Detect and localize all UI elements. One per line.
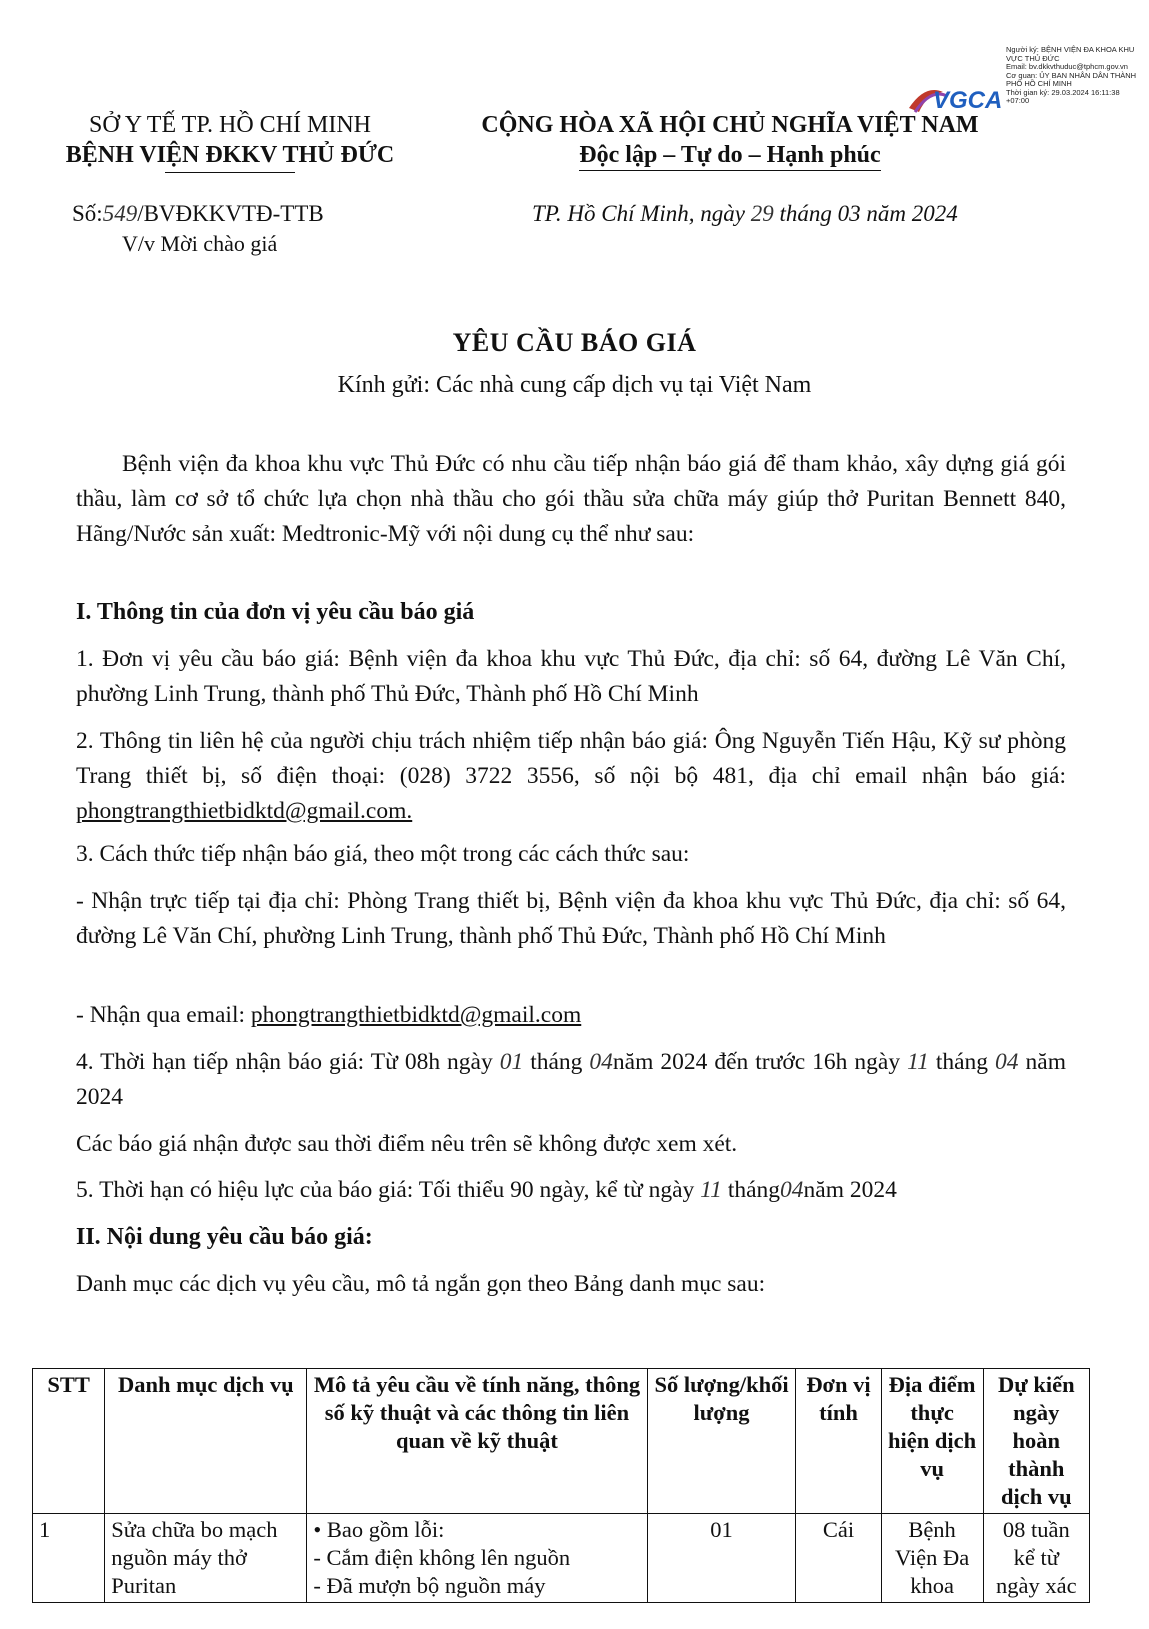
- deadline-text: 4. Thời hạn tiếp nhận báo giá: Từ 08h ngày: [76, 1049, 500, 1075]
- section1-item5: [76, 1173, 1066, 1208]
- section1-item3: 3. Cách thức tiếp nhận báo giá, theo một trong các cách thức sau:: [76, 841, 690, 867]
- deadline-text: năm 2024 đến trước 16h ngày: [612, 1049, 908, 1075]
- cell-quantity: 01: [647, 1514, 796, 1603]
- section2-heading: II. Nội dung yêu cầu báo giá:: [76, 1224, 373, 1250]
- cell-unit: Cái: [796, 1514, 881, 1603]
- document-date: [532, 200, 958, 228]
- document-title: YÊU CẦU BÁO GIÁ: [452, 328, 697, 357]
- section1-item4: [76, 1045, 1066, 1115]
- digital-signature-info: [1006, 46, 1142, 106]
- vgca-logo-text: VGCA: [933, 87, 1003, 114]
- national-motto-block: [430, 110, 1030, 171]
- deadline-end-day: 11: [907, 1049, 929, 1075]
- issuer-hospital: BỆNH VIỆN ĐKKV THỦ ĐỨC: [65, 142, 395, 168]
- col-completion: Dự kiến ngày hoàn thành dịch vụ: [983, 1369, 1089, 1514]
- desc-line: - Đã mượn bộ nguồn máy: [313, 1573, 546, 1598]
- cell-description: [307, 1514, 647, 1603]
- desc-line: - Cắm điện không lên nguồn: [313, 1545, 571, 1570]
- section1-heading: I. Thông tin của đơn vị yêu cầu báo giá: [76, 599, 475, 625]
- cell-location: Bệnh Viện Đa khoa: [881, 1514, 983, 1603]
- section1-item3-direct: - Nhận trực tiếp tại địa chỉ: Phòng Trang thiết bị, Bệnh viện đa khoa khu vực Thủ Đức, địa chỉ: số 64, đường Lê Văn Chí, phường Linh Trung, thành phố Thủ Đức, Thành phố Hồ Chí Minh: [76, 888, 1066, 949]
- signature-line: Email: bv.dkkvthuduc@tphcm.gov.vn: [1006, 62, 1128, 71]
- signature-line: Người ký: BỆNH VIỆN ĐA KHOA KHU VỰC THỦ ĐỨC: [1006, 45, 1135, 63]
- deadline-end-month: 04: [995, 1049, 1019, 1075]
- date-suffix: tháng 03 năm 2024: [779, 201, 958, 226]
- validity-text: tháng: [721, 1177, 781, 1203]
- section1-item1: 1. Đơn vị yêu cầu báo giá: Bệnh viện đa khoa khu vực Thủ Đức, địa chỉ: số 64, đường Lê Văn Chí, phường Linh Trung, thành phố Thủ Đức, Thành phố Hồ Chí Minh: [76, 646, 1066, 707]
- cell-service: Sửa chữa bo mạch nguồn máy thở Puritan: [105, 1514, 307, 1603]
- col-location: Địa điểm thực hiện dịch vụ: [881, 1369, 983, 1514]
- country-name: CỘNG HÒA XÃ HỘI CHỦ NGHĨA VIỆT NAM: [481, 112, 979, 138]
- contact-email-link[interactable]: phongtrangthietbidktd@gmail.com.: [76, 798, 413, 824]
- document-subject: V/v Mời chào giá: [122, 231, 278, 256]
- deadline-start-month: 04: [589, 1049, 613, 1075]
- deadline-text: năm 2024: [76, 1049, 1066, 1110]
- issuer-department: SỞ Y TẾ TP. HỒ CHÍ MINH: [88, 112, 372, 138]
- validity-text: 5. Thời hạn có hiệu lực của báo giá: Tối thiểu 90 ngày, kể từ ngày: [76, 1177, 701, 1203]
- table-header-row: [33, 1369, 1090, 1514]
- date-prefix: TP. Hồ Chí Minh, ngày: [532, 201, 745, 226]
- col-unit: Đơn vị tính: [796, 1369, 881, 1514]
- cell-completion: 08 tuần kể từ ngày xác: [983, 1514, 1089, 1603]
- signature-line: Thời gian ký: 29.03.2024 16:11:38 +07:00: [1006, 87, 1120, 105]
- issuer-block: [30, 110, 430, 173]
- section1-item2: [76, 724, 1066, 829]
- issuer-underline: [165, 172, 295, 173]
- contact-info-text: 2. Thông tin liên hệ của người chịu trách nhiệm tiếp nhận báo giá: Ông Nguyễn Tiến Hậu, Kỹ sư phòng Trang thiết bị, số điện thoại: (028) 3722 3556, số nội bộ 481, địa chỉ email nhận báo giá:: [76, 728, 1066, 789]
- intro-paragraph: Bệnh viện đa khoa khu vực Thủ Đức có nhu cầu tiếp nhận báo giá để tham khảo, xây dựng giá gói thầu, làm cơ sở tổ chức lựa chọn nhà thầu cho gói thầu sửa chữa máy giúp thở Puritan Bennett 840, Hãng/Nước sản xuất: Medtronic-Mỹ với nội dung cụ thể như sau:: [76, 451, 1066, 547]
- cell-stt: 1: [33, 1514, 105, 1603]
- validity-day: 11: [700, 1177, 722, 1203]
- validity-text: năm 2024: [803, 1177, 897, 1203]
- service-table: [32, 1368, 1090, 1603]
- table-row: [33, 1514, 1090, 1603]
- section2-intro: Danh mục các dịch vụ yêu cầu, mô tả ngắn gọn theo Bảng danh mục sau:: [76, 1271, 766, 1297]
- col-service: Danh mục dịch vụ: [105, 1369, 307, 1514]
- submission-email-link[interactable]: phongtrangthietbidktd@gmail.com: [250, 1002, 582, 1028]
- deadline-start-day: 01: [499, 1049, 524, 1075]
- deadline-text: tháng: [523, 1049, 590, 1075]
- desc-line: • Bao gồm lỗi:: [313, 1517, 445, 1542]
- signature-line: Cơ quan: ỦY BAN NHÂN DÂN THÀNH PHỐ HỒ CHÍ MINH: [1006, 70, 1137, 88]
- date-day-handwritten: 29: [750, 201, 774, 226]
- col-stt: STT: [33, 1369, 105, 1514]
- email-method-label: - Nhận qua email:: [76, 1002, 251, 1028]
- doc-number-handwritten: 549: [102, 201, 138, 226]
- motto: Độc lập – Tự do – Hạnh phúc: [579, 140, 880, 171]
- document-number: [72, 200, 324, 228]
- col-description: Mô tả yêu cầu về tính năng, thông số kỹ thuật và các thông tin liên quan về kỹ thuật: [307, 1369, 647, 1514]
- deadline-text: tháng: [928, 1049, 996, 1075]
- validity-month: 04: [780, 1177, 804, 1203]
- late-submission-note: Các báo giá nhận được sau thời điểm nêu trên sẽ không được xem xét.: [76, 1131, 738, 1157]
- doc-number-label: Số:: [72, 201, 103, 226]
- section1-item3-email: [76, 998, 1066, 1033]
- recipient-greeting: Kính gửi: Các nhà cung cấp dịch vụ tại Việt Nam: [337, 372, 812, 398]
- col-quantity: Số lượng/khối lượng: [647, 1369, 796, 1514]
- doc-number-suffix: /BVĐKKVTĐ-TTB: [137, 201, 324, 226]
